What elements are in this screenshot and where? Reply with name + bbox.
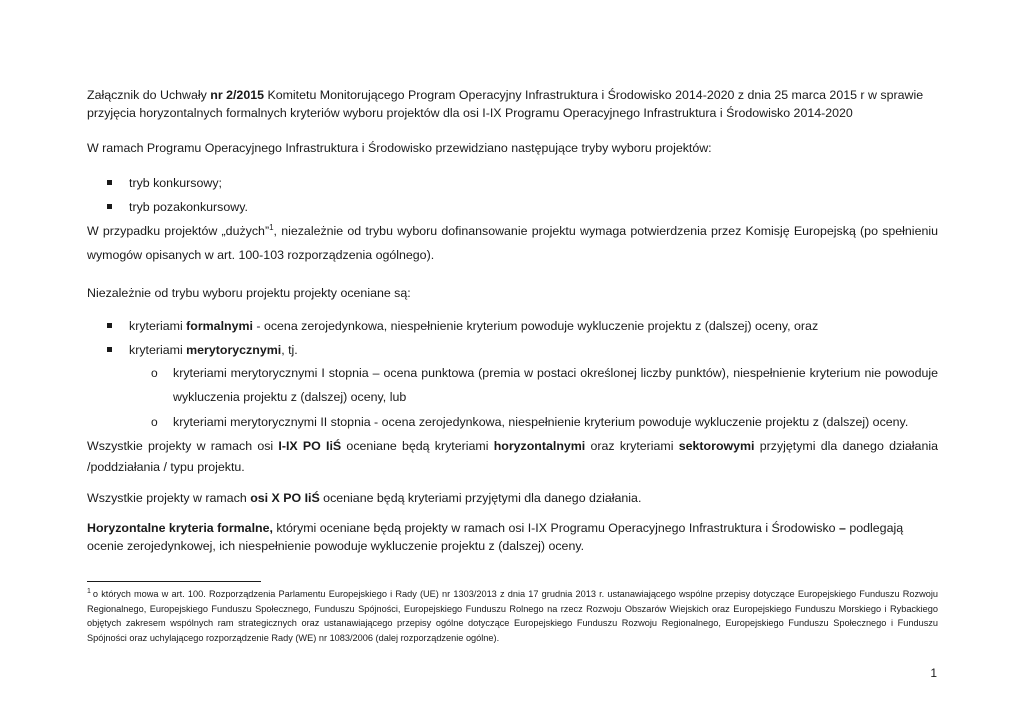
large-projects-text-post: , niezależnie od trybu wyboru dofinansowanie projektu wymaga potwierdzenia przez Komisję Europejską (po spełnieniu wymogów opisanych w art. 100-103 rozporządzenia ogólnego).	[87, 224, 938, 262]
criteria-merit-pre: kryteriami	[129, 343, 187, 357]
mode-noncompetitive: tryb pozakonkursowy.	[129, 200, 248, 214]
axes-bold-f: sektorowymi	[678, 438, 755, 453]
criteria-merit-post: , tj.	[281, 343, 298, 357]
axes-bold-b: I-IX PO IiŚ	[278, 438, 342, 453]
horizontal-tail: podlegają ocenie zerojedynkowej, ich niespełnienie powoduje wykluczenie projektu z (dalszej) oceny.	[87, 520, 904, 553]
criteria-intro: Niezależnie od trybu wyboru projektu projekty oceniane są:	[87, 286, 411, 300]
footnote-text: o których mowa w art. 100. Rozporządzenia Parlamentu Europejskiego i Rady (UE) nr 1303/2013 z dnia 17 grudnia 2013 r. ustanawiającego wspólne przepisy dotyczące Europejskiego Funduszu Rozwoju Regionalnego, Europejskiego Funduszu Społecznego, Funduszu Spójności, Europejskiego Funduszu Rolnego na rzecz Rozwoju Obszarów Wiejskich oraz Europejskiego Funduszu Morskiego i Rybackiego objętych zakresem wspólnych ram strategicznych oraz ustanawiającego przepisy ogólne dotyczące Europejskiego Funduszu Rozwoju Regionalnego, Europejskiego Funduszu Społecznego i Funduszu Spójności oraz uchylającego rozporządzenie Rady (WE) nr 1083/2006 (dalej rozporządzenie ogólne).	[87, 589, 938, 643]
horizontal-bold-a: Horyzontalne kryteria formalne,	[87, 520, 273, 535]
mode-competitive: tryb konkursowy;	[129, 176, 222, 190]
list-item	[87, 362, 938, 409]
merit-second-degree: kryteriami merytorycznymi II stopnia - ocena zerojedynkowa, niespełnienie kryterium powoduje wykluczenie projektu z (dalszej) oceny.	[173, 415, 909, 429]
axes-text-c: oceniane będą kryteriami	[341, 438, 494, 453]
list-item	[87, 317, 938, 336]
axis-x-bold: osi X PO IiŚ	[250, 490, 320, 505]
list-item	[87, 174, 938, 193]
horizontal-dash: –	[839, 520, 846, 535]
bullet-square-icon	[107, 347, 112, 352]
horizontal-text: którymi oceniane będą projekty w ramach osi I-IX Programu Operacyjnego Infrastruktura i Środowisko	[272, 520, 840, 535]
footnote	[87, 587, 938, 645]
criteria-formal-post: - ocena zerojedynkowa, niespełnienie kryterium powoduje wykluczenie projektu z (dalszej) oceny, oraz	[252, 319, 819, 333]
attachment-header	[87, 86, 938, 122]
bullet-square-icon	[107, 204, 112, 209]
header-text-a: Załącznik do Uchwały	[87, 88, 211, 102]
large-projects-text-pre: W przypadku projektów „dużych”	[87, 224, 270, 238]
footnote-reference: 1	[269, 222, 274, 232]
criteria-formal-pre: kryteriami	[129, 319, 187, 333]
resolution-number: nr 2/2015	[210, 88, 264, 102]
list-item	[87, 198, 938, 217]
axes-i-ix-paragraph	[87, 436, 938, 478]
hollow-bullet-icon: o	[151, 366, 158, 380]
criteria-merit-bold: merytorycznymi	[186, 343, 282, 357]
merit-first-degree: kryteriami merytorycznymi I stopnia – ocena punktowa (premia w postaci określonej liczby punktów), niespełnienie kryterium nie powoduje wykluczenia projektu z (dalszej) oceny, lub	[173, 366, 938, 404]
horizontal-criteria-paragraph	[87, 519, 938, 555]
axes-text-e: oraz kryteriami	[585, 438, 679, 453]
modes-list	[87, 174, 938, 217]
footnote-number: 1	[87, 587, 91, 595]
page-content	[87, 86, 938, 555]
criteria-list	[87, 317, 938, 360]
page-number: 1	[930, 666, 937, 680]
list-item	[87, 411, 938, 435]
axis-x-text-a: Wszystkie projekty w ramach	[87, 490, 251, 505]
merit-sublist	[87, 362, 938, 435]
footnote-separator	[87, 581, 261, 582]
bullet-square-icon	[107, 323, 112, 328]
axes-text-g: przyjętymi dla danego działania /poddziałania / typu projektu.	[87, 438, 938, 474]
axis-x-paragraph	[87, 489, 938, 507]
criteria-formal-bold: formalnymi	[186, 319, 253, 333]
axes-text-a: Wszystkie projekty w ramach osi	[87, 438, 279, 453]
list-item	[87, 341, 938, 360]
large-projects-paragraph	[87, 219, 938, 267]
bullet-square-icon	[107, 180, 112, 185]
axes-bold-d: horyzontalnymi	[493, 438, 586, 453]
hollow-bullet-icon: o	[151, 415, 158, 429]
header-text-c: Komitetu Monitorującego Program Operacyjny Infrastruktura i Środowisko 2014-2020 z dnia 25 marca 2015 r w sprawie przyjęcia horyzontalnych formalnych kryteriów wyboru projektów dla osi I-IX Programu Operacyjnego Infrastruktura i Środowisko 2014-2020	[87, 88, 924, 120]
axis-x-text-c: oceniane będą kryteriami przyjętymi dla danego działania.	[319, 490, 642, 505]
modes-intro: W ramach Programu Operacyjnego Infrastruktura i Środowisko przewidziano następujące tryby wyboru projektów:	[87, 141, 712, 155]
